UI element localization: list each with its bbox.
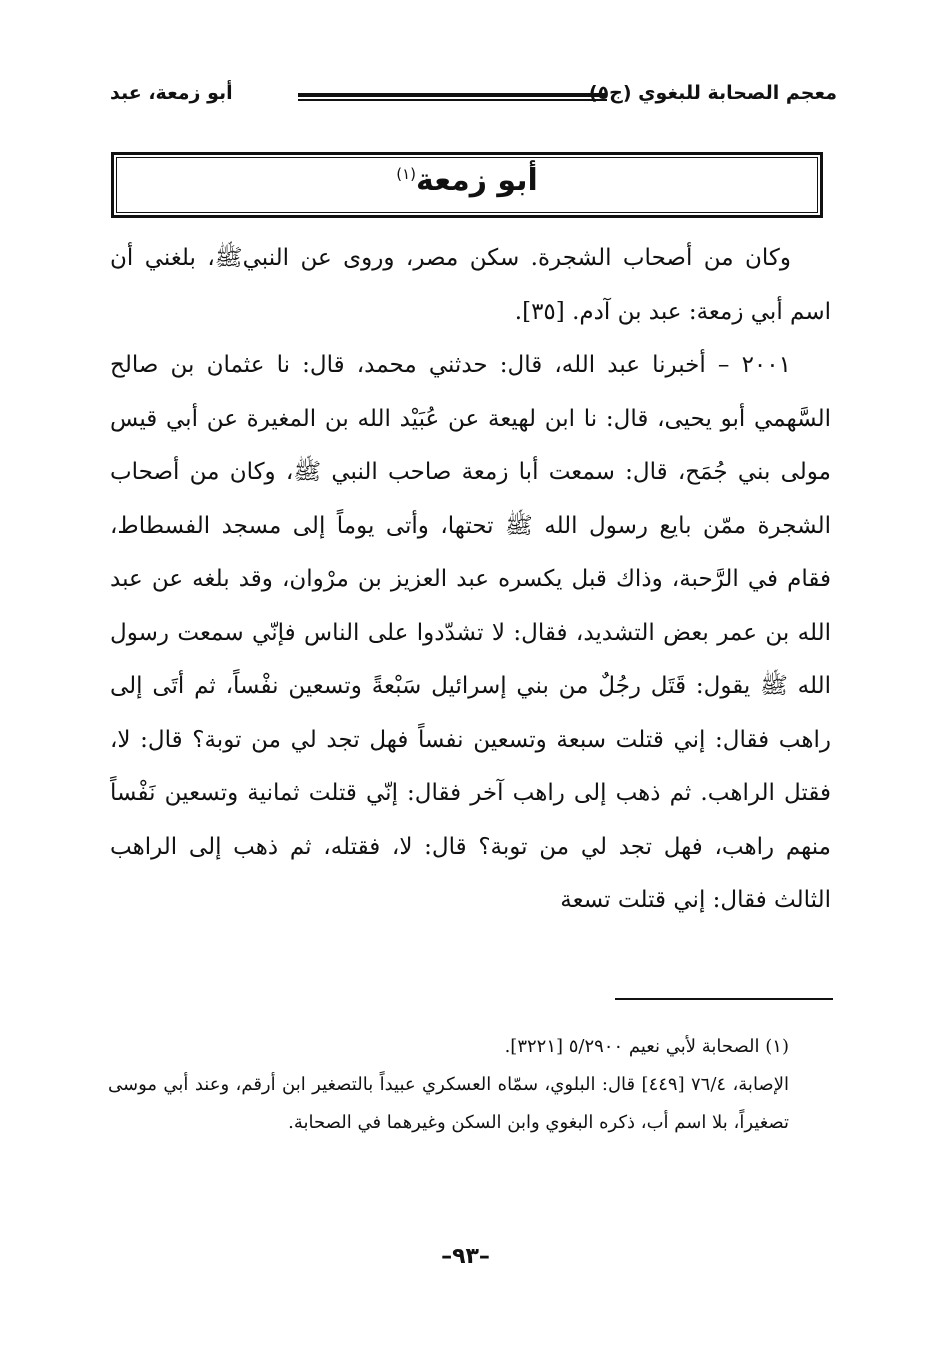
entry-title-text: أبو زمعة [416,163,538,198]
footnotes [108,1028,831,1142]
footnote-1-continued: الإصابة، ٧٦/٤ [٤٤٩] قال: البلوي، سمّاه العسكري عبيداً بالتصغير ابن أرقم، وعند أبي موسى تصغيراً، بلا اسم أب، ذكره البغوي وابن السكن وغيرهما في الصحابة. [108,1074,789,1133]
footnote-1: (١) الصحابة لأبي نعيم ٥/٢٩٠٠ [٣٢٢١]. [504,1036,789,1057]
running-header [110,78,837,112]
header-rule [298,93,607,101]
page-number: –٩٣– [441,1244,490,1269]
entry-title-box [111,152,823,218]
entry-title [114,163,820,198]
footnote-separator [615,998,833,1000]
hadith-paragraph: ٢٠٠١ – أخبرنا عبد الله، قال: حدثني محمد، قال: نا عثمان بن صالح السَّهمي أبو يحيى، قال: نا ابن لهيعة عن عُبَيْد الله بن المغيرة عن أبي قيس مولى بني جُمَح، قال: سمعت أبا زمعة صاحب النبي ﷺ، وكان من أصحاب الشجرة ممّن بايع رسول الله ﷺ تحتها، وأتى يوماً إلى مسجد الفسطاط، فقام في الرَّحبة، وذاك قبل يكسره عبد العزيز بن مرْوان، وقد بلغه عن عبد الله بن عمر بعض التشديد، فقال: لا تشدّدوا على الناس فإنّي سمعت رسول الله ﷺ يقول: قَتَل رجُلٌ من بني إسرائيل سَبْعةً وتسعين نفْساً، ثم أتَى إلى راهب فقال: إني قتلت سبعة وتسعين نفساً فهل تجد لي من توبة؟ قال: لا، فقتل الراهب. ثم ذهب إلى راهب آخر فقال: إنّي قتلت ثمانية وتسعين نَفْساً منهم راهب، فهل تجد لي من توبة؟ قال: لا، فقتله، ثم ذهب إلى الراهب الثالث فقال: إني قتلت تسعة [110,352,831,913]
intro-paragraph: وكان من أصحاب الشجرة. سكن مصر، وروى عن النبيﷺ، بلغني أن اسم أبي زمعة: عبد بن آدم. [٣٥]. [110,245,831,325]
body-text [110,232,831,928]
footnote-marker: (١) [396,165,416,183]
book-title: معجم الصحابة للبغوي (ج٥) [588,82,837,104]
section-title: أبو زمعة، عبد [110,82,233,104]
